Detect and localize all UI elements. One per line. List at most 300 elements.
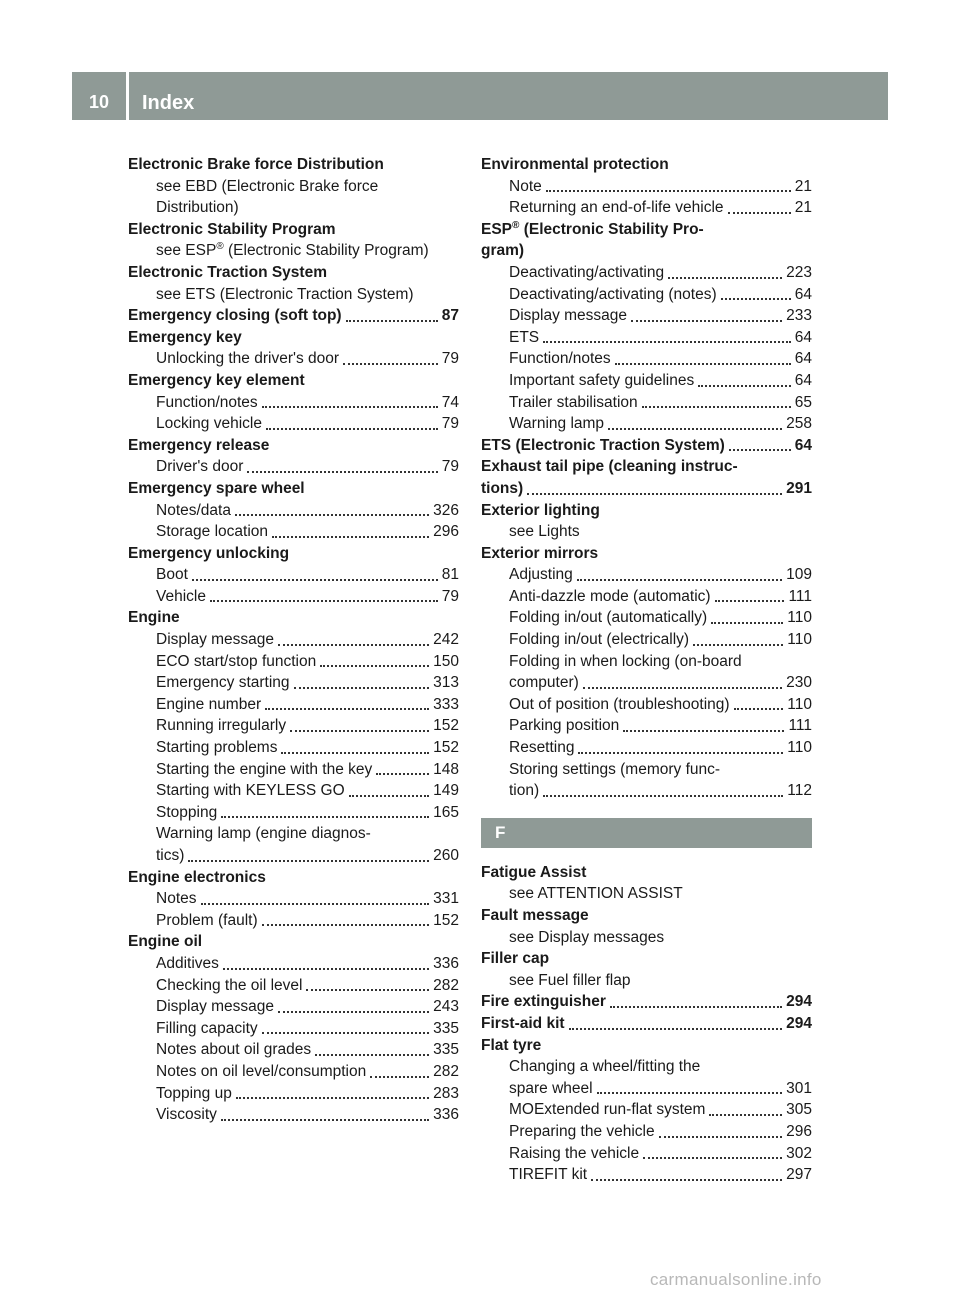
index-subentry[interactable] [128, 737, 459, 759]
entry-text [156, 284, 414, 306]
entry-text [128, 435, 269, 457]
entry-text [156, 240, 429, 262]
entry-text [156, 456, 243, 478]
entry-text [481, 240, 524, 262]
entry-text [509, 694, 730, 716]
index-subentry [481, 521, 812, 543]
index-subentry[interactable] [128, 672, 459, 694]
index-subentry[interactable] [481, 176, 812, 198]
page-reference[interactable]: 302 [786, 1144, 812, 1162]
index-subentry[interactable] [128, 348, 459, 370]
entry-text [509, 629, 689, 651]
dot-leader [346, 320, 438, 322]
index-subentry [128, 176, 459, 198]
page-reference[interactable]: 294 [786, 1014, 812, 1032]
page-reference[interactable]: 152 [433, 717, 459, 735]
entry-text [481, 456, 738, 478]
page-reference[interactable]: 294 [786, 993, 812, 1011]
index-heading [128, 435, 459, 457]
entry-text [481, 543, 598, 565]
entry-label: Exterior mirrors [481, 544, 599, 562]
dot-leader [711, 622, 783, 624]
entry-label: Filling capacity [156, 1019, 258, 1037]
index-subentry[interactable] [128, 1083, 459, 1105]
dot-leader [320, 665, 429, 667]
entry-label: Electronic Brake force Distribution [128, 156, 384, 173]
entry-label: see ESP [156, 242, 217, 260]
entry-label: Notes/data [156, 501, 231, 519]
index-subentry[interactable] [481, 780, 812, 802]
index-heading[interactable] [128, 305, 459, 327]
entry-label: Notes [156, 890, 197, 908]
entry-text [509, 176, 542, 198]
index-subentry[interactable] [128, 1018, 459, 1040]
entry-text [481, 154, 669, 176]
entry-text [509, 413, 604, 435]
entry-label: Filler cap [481, 950, 550, 968]
entry-label: Important safety guidelines [509, 371, 695, 389]
entry-label: Environmental protection [481, 156, 669, 173]
index-subentry[interactable] [481, 1164, 812, 1186]
page-reference[interactable]: 331 [433, 890, 459, 908]
entry-text [128, 305, 342, 327]
index-heading [128, 154, 459, 176]
dot-leader [643, 1157, 782, 1159]
registered-mark: ® [512, 219, 520, 231]
entry-text [156, 715, 286, 737]
entry-label: Electronic Traction System [128, 263, 327, 281]
entry-label: Checking the oil level [156, 976, 303, 994]
index-subentry[interactable] [128, 1061, 459, 1083]
page-reference[interactable]: 112 [787, 782, 812, 800]
index-subentry[interactable] [128, 715, 459, 737]
dot-leader [569, 1028, 783, 1030]
page-reference[interactable]: 336 [433, 1106, 459, 1124]
page-reference[interactable]: 291 [786, 479, 812, 497]
index-subentry[interactable] [128, 1104, 459, 1126]
index-subentry[interactable] [481, 413, 812, 435]
page-reference[interactable]: 64 [794, 350, 812, 368]
page-reference[interactable]: 336 [433, 954, 459, 972]
entry-text [156, 1039, 311, 1061]
dot-leader [343, 363, 438, 365]
page-reference[interactable]: 87 [441, 307, 459, 325]
entry-text [509, 927, 664, 949]
index-subentry [481, 651, 812, 673]
entry-text [156, 802, 217, 824]
index-subentry[interactable] [128, 802, 459, 824]
entry-text [156, 780, 345, 802]
page-reference[interactable]: 81 [441, 566, 459, 584]
index-subentry [128, 240, 459, 262]
entry-label: tics) [156, 847, 185, 864]
entry-label: Emergency key [128, 328, 242, 346]
entry-text [481, 991, 606, 1013]
page-reference[interactable]: 305 [786, 1101, 812, 1119]
entry-label: Folding in/out (electrically) [509, 631, 690, 649]
index-heading [128, 219, 459, 241]
entry-text [509, 1056, 700, 1078]
entry-text [509, 327, 539, 349]
dot-leader [608, 428, 782, 430]
entry-label: Locking vehicle [156, 415, 262, 433]
index-subentry[interactable] [481, 1099, 812, 1121]
entry-label: tions) [481, 479, 524, 497]
entry-label: Vehicle [156, 587, 206, 605]
dot-leader [236, 1097, 429, 1099]
index-subentry[interactable] [128, 413, 459, 435]
index-subentry[interactable] [128, 996, 459, 1018]
page-reference[interactable]: 111 [788, 717, 812, 735]
entry-label: Viscosity [156, 1106, 217, 1124]
entry-text [509, 651, 742, 673]
entry-label: Returning an end-of-life vehicle [509, 199, 724, 217]
index-subentry[interactable] [128, 759, 459, 781]
entry-label: tion) [509, 782, 540, 800]
index-heading[interactable] [481, 478, 812, 500]
page-reference[interactable]: 79 [441, 415, 459, 433]
index-subentry[interactable] [481, 392, 812, 414]
dot-leader [278, 644, 429, 646]
entry-text [156, 586, 206, 608]
page-reference[interactable]: 110 [787, 695, 812, 713]
index-heading [128, 478, 459, 500]
entry-label: Display message [156, 631, 275, 649]
dot-leader [583, 687, 782, 689]
entry-text [481, 500, 600, 522]
index-subentry[interactable] [481, 284, 812, 306]
page-reference[interactable]: 74 [441, 393, 459, 411]
dot-leader [272, 536, 429, 538]
entry-label-continued: (Electronic Stability Program) [223, 242, 429, 260]
entry-label: Folding in when locking (on-board [509, 652, 742, 670]
page-reference[interactable]: 21 [794, 177, 812, 195]
index-subentry[interactable] [481, 607, 812, 629]
index-subentry[interactable] [481, 327, 812, 349]
entry-label: Engine number [156, 695, 262, 713]
index-subentry[interactable] [128, 975, 459, 997]
index-heading [481, 543, 812, 565]
dot-leader [349, 795, 429, 797]
page-reference[interactable]: 313 [433, 674, 459, 692]
index-subentry[interactable] [481, 305, 812, 327]
entry-text [156, 500, 231, 522]
dot-leader [698, 385, 791, 387]
dot-leader [597, 1092, 783, 1094]
entry-text [509, 759, 720, 781]
dot-leader [642, 406, 791, 408]
index-subentry[interactable] [481, 1143, 812, 1165]
page-reference[interactable]: 111 [788, 587, 812, 605]
page-reference[interactable]: 64 [794, 285, 812, 303]
index-column-right [481, 154, 812, 1186]
index-subentry[interactable] [128, 953, 459, 975]
header-divider [126, 72, 129, 120]
index-subentry [128, 823, 459, 845]
page-reference[interactable]: 335 [433, 1019, 459, 1037]
index-subentry [481, 883, 812, 905]
entry-text [509, 521, 580, 543]
entry-text [156, 1104, 217, 1126]
index-subentry[interactable] [128, 521, 459, 543]
page-reference[interactable]: 150 [433, 652, 459, 670]
index-subentry[interactable] [481, 737, 812, 759]
entry-label: Stopping [156, 803, 218, 821]
entry-label: Changing a wheel/fitting the [509, 1058, 701, 1076]
entry-label: Starting the engine with the key [156, 760, 373, 778]
entry-text [509, 370, 694, 392]
entry-label: Notes about oil grades [156, 1041, 312, 1059]
index-subentry[interactable] [128, 392, 459, 414]
page-reference[interactable]: 64 [794, 371, 812, 389]
page-reference[interactable]: 282 [433, 976, 459, 994]
entry-text [509, 284, 717, 306]
dot-leader [262, 924, 429, 926]
page-reference[interactable]: 110 [787, 631, 812, 649]
page-reference[interactable]: 79 [441, 587, 459, 605]
entry-label: MOExtended run-flat system [509, 1101, 706, 1119]
page-number: 10 [88, 92, 110, 112]
page-reference[interactable]: 260 [433, 847, 459, 864]
entry-label: Engine [128, 609, 180, 627]
entry-text [156, 996, 274, 1018]
page-reference[interactable]: 64 [794, 436, 812, 454]
dot-leader [527, 493, 782, 495]
entry-label-continued: (Electronic Stability Pro- [519, 220, 704, 238]
page-reference[interactable]: 110 [787, 609, 812, 627]
index-subentry[interactable] [128, 456, 459, 478]
entry-label: Emergency release [128, 436, 270, 454]
index-subentry [128, 197, 459, 219]
index-subentry[interactable] [128, 500, 459, 522]
page-reference[interactable]: 296 [433, 523, 459, 541]
page-reference[interactable]: 326 [433, 501, 459, 519]
index-heading [128, 867, 459, 889]
page-reference[interactable]: 301 [786, 1079, 812, 1097]
page-reference[interactable]: 64 [794, 328, 812, 346]
dot-leader [265, 708, 429, 710]
index-heading[interactable] [481, 435, 812, 457]
entry-text [509, 305, 627, 327]
index-heading[interactable] [481, 1013, 812, 1035]
index-subentry[interactable] [128, 845, 459, 867]
entry-label: Raising the vehicle [509, 1144, 640, 1162]
page-reference[interactable]: 148 [433, 760, 459, 778]
index-subentry[interactable] [481, 694, 812, 716]
dot-leader [290, 730, 429, 732]
page-header [72, 72, 888, 120]
entry-label: see ETS (Electronic Traction System) [156, 285, 414, 303]
entry-text [156, 629, 274, 651]
entry-label: ECO start/stop function [156, 652, 317, 670]
dot-leader [315, 1054, 429, 1056]
index-subentry[interactable] [128, 780, 459, 802]
entry-text [128, 478, 305, 500]
index-subentry[interactable] [481, 1078, 812, 1100]
entry-text [156, 694, 261, 716]
entry-label: Emergency unlocking [128, 544, 290, 562]
index-heading [128, 370, 459, 392]
entry-text [509, 672, 579, 694]
page-reference[interactable]: 258 [786, 415, 812, 433]
index-subentry[interactable] [481, 586, 812, 608]
page-reference[interactable]: 282 [433, 1062, 459, 1080]
entry-label: Display message [156, 998, 275, 1016]
entry-text [156, 975, 302, 997]
entry-label: Fatigue Assist [481, 863, 587, 881]
entry-text [509, 262, 664, 284]
page-reference[interactable]: 230 [786, 674, 812, 692]
page-reference[interactable]: 165 [433, 803, 459, 821]
index-subentry[interactable] [481, 629, 812, 651]
entry-label: ESP [481, 220, 513, 238]
dot-leader [543, 795, 783, 797]
index-heading [481, 905, 812, 927]
entry-label: Folding in/out (automatically) [509, 609, 708, 627]
entry-label: Emergency starting [156, 674, 290, 692]
index-subentry[interactable] [128, 651, 459, 673]
index-subentry [481, 927, 812, 949]
entry-text [509, 607, 707, 629]
entry-label: spare wheel [509, 1079, 593, 1097]
entry-label: Distribution) [156, 199, 239, 217]
index-subentry[interactable] [481, 672, 812, 694]
index-subentry[interactable] [481, 715, 812, 737]
entry-label: Preparing the vehicle [509, 1122, 655, 1140]
entry-label: see Fuel filler flap [509, 971, 631, 989]
page-reference[interactable]: 149 [433, 782, 459, 800]
dot-leader [376, 773, 429, 775]
dot-leader [306, 989, 429, 991]
page-reference[interactable]: 297 [786, 1166, 812, 1184]
entry-text [128, 327, 242, 349]
dot-leader [188, 860, 429, 862]
entry-text [156, 1083, 232, 1105]
page-reference[interactable]: 21 [794, 199, 812, 217]
page-reference[interactable]: 296 [786, 1122, 812, 1140]
entry-text [156, 392, 258, 414]
entry-label: Display message [509, 307, 628, 325]
dot-leader [546, 190, 791, 192]
entry-label: Topping up [156, 1084, 232, 1102]
entry-text [156, 348, 339, 370]
page-reference[interactable]: 283 [433, 1084, 459, 1102]
index-subentry[interactable] [128, 910, 459, 932]
entry-label: Note [509, 177, 542, 195]
page-reference[interactable]: 233 [786, 307, 812, 325]
dot-leader [266, 428, 438, 430]
entry-label: see Display messages [509, 928, 665, 946]
page-reference[interactable]: 110 [787, 739, 812, 757]
page-title: Index [142, 92, 195, 114]
entry-text [509, 348, 611, 370]
index-subentry[interactable] [481, 262, 812, 284]
index-heading [481, 219, 812, 241]
entry-label: First-aid kit [481, 1014, 565, 1032]
index-subentry[interactable] [481, 348, 812, 370]
entry-label: Deactivating/activating (notes) [509, 285, 717, 303]
entry-label: Function/notes [509, 350, 611, 368]
index-subentry[interactable] [128, 564, 459, 586]
entry-text [156, 823, 371, 845]
entry-text [156, 1061, 366, 1083]
entry-text [481, 905, 589, 927]
page-reference[interactable]: 335 [433, 1041, 459, 1059]
page-reference[interactable]: 333 [433, 695, 459, 713]
entry-text [156, 197, 239, 219]
index-subentry[interactable] [481, 1121, 812, 1143]
entry-label: Running irregularly [156, 717, 287, 735]
entry-text [481, 1035, 541, 1057]
index-subentry[interactable] [481, 564, 812, 586]
index-heading[interactable] [481, 991, 812, 1013]
entry-label: Emergency key element [128, 371, 305, 389]
entry-label: computer) [509, 674, 579, 692]
dot-leader [201, 903, 430, 905]
dot-leader [577, 579, 782, 581]
index-heading [481, 862, 812, 884]
entry-text [156, 521, 268, 543]
entry-label: Exterior lighting [481, 501, 600, 519]
dot-leader [543, 341, 791, 343]
index-heading [481, 240, 812, 262]
page-reference[interactable]: 79 [441, 350, 459, 368]
index-subentry[interactable] [128, 1039, 459, 1061]
entry-label: ETS [509, 328, 540, 346]
index-subentry[interactable] [481, 370, 812, 392]
page-reference[interactable]: 65 [794, 393, 812, 411]
entry-text [128, 154, 384, 176]
entry-label: gram) [481, 242, 525, 260]
dot-leader [623, 730, 784, 732]
entry-label: Problem (fault) [156, 911, 258, 929]
dot-leader [578, 752, 783, 754]
index-subentry[interactable] [128, 586, 459, 608]
entry-text [156, 1018, 258, 1040]
index-subentry[interactable] [128, 694, 459, 716]
entry-label: Function/notes [156, 393, 258, 411]
page-reference[interactable]: 152 [433, 739, 459, 757]
entry-label: Storage location [156, 523, 269, 541]
entry-text [509, 780, 539, 802]
dot-leader [693, 644, 783, 646]
index-heading [128, 931, 459, 953]
entry-label: Warning lamp (engine diagnos- [156, 825, 371, 843]
entry-text [509, 586, 711, 608]
dot-leader [631, 320, 782, 322]
page-reference[interactable]: 152 [433, 911, 459, 929]
page-reference[interactable]: 109 [786, 566, 812, 584]
page-reference[interactable]: 223 [786, 263, 812, 281]
entry-text [156, 888, 197, 910]
dot-leader [721, 298, 791, 300]
section-header-f: F [481, 818, 812, 848]
index-subentry [481, 1056, 812, 1078]
entry-text [156, 737, 277, 759]
index-subentry [481, 759, 812, 781]
page-reference[interactable]: 79 [441, 458, 459, 476]
page-reference[interactable]: 242 [433, 631, 459, 649]
page-reference[interactable]: 243 [433, 998, 459, 1016]
index-subentry[interactable] [128, 888, 459, 910]
dot-leader [615, 363, 791, 365]
index-subentry[interactable] [128, 629, 459, 651]
entry-text [509, 1143, 639, 1165]
dot-leader [734, 708, 784, 710]
index-subentry[interactable] [481, 197, 812, 219]
dot-leader [294, 687, 430, 689]
entry-text [481, 435, 725, 457]
